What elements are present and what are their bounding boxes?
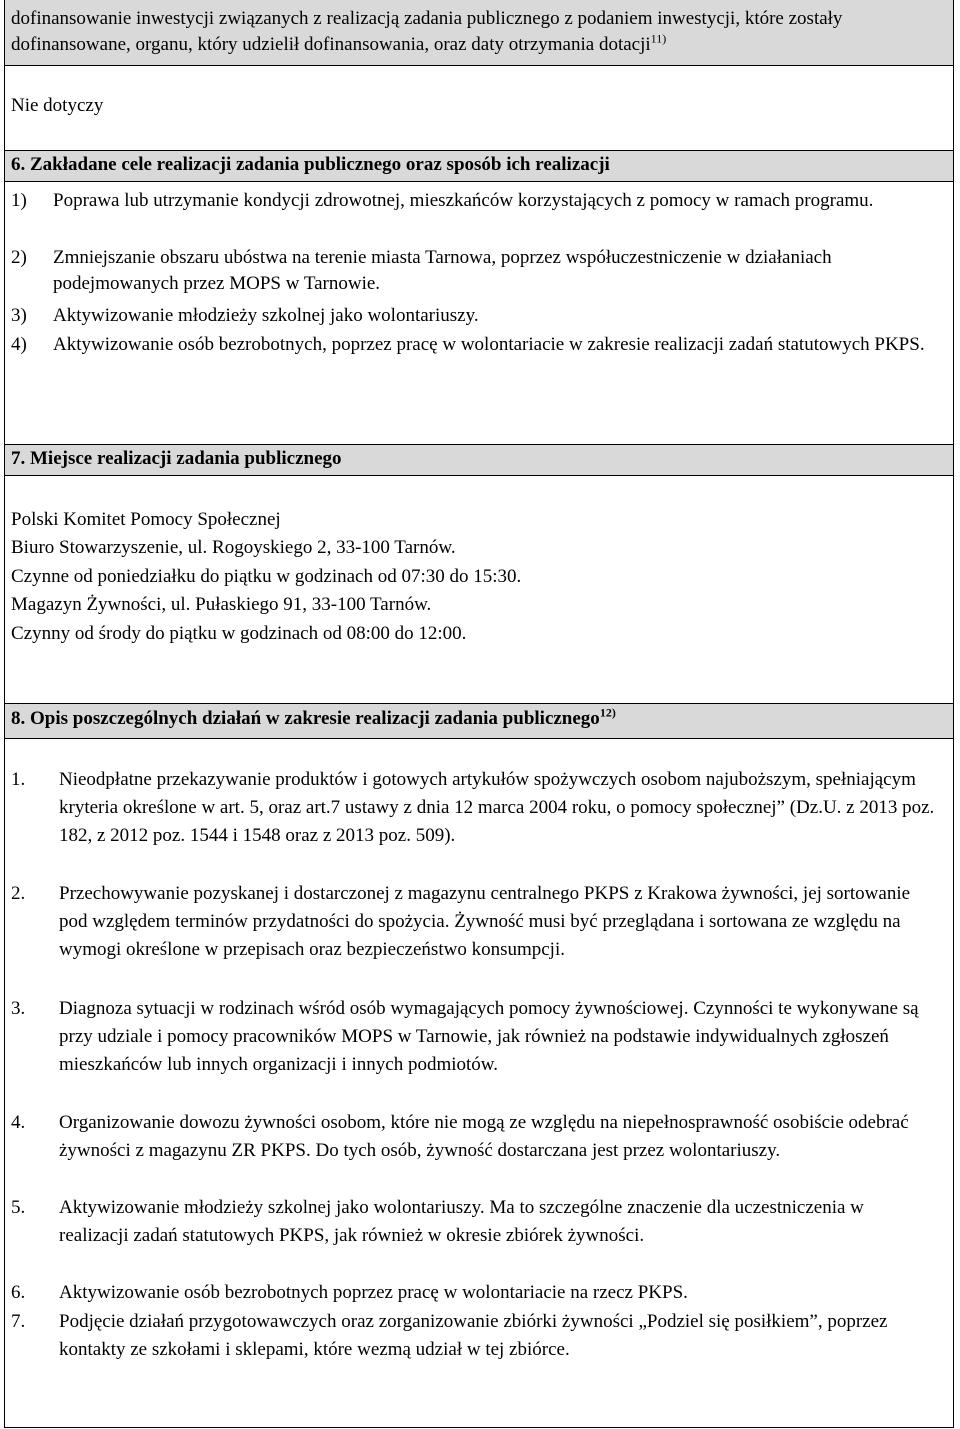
action-item bbox=[11, 1109, 936, 1165]
action-text: Organizowanie dowozu żywności osobom, które nie mogą ze względu na niepełnosprawność osobiście odebrać żywności z magazynu ZR PKPS. Do tych osób, żywność dostarczana jest przez wolontariuszy. bbox=[59, 1112, 909, 1161]
goal-text: Aktywizowanie młodzieży szkolnej jako wolontariuszy. bbox=[53, 305, 479, 326]
action-number: 6. bbox=[11, 1282, 26, 1303]
action-item bbox=[11, 1308, 936, 1364]
goal-number: 3) bbox=[11, 305, 27, 326]
action-number: 4. bbox=[11, 1112, 26, 1133]
goal-item bbox=[11, 332, 941, 358]
goal-text: Aktywizowanie osób bezrobotnych, poprzez pracę w wolontariacie w zakresie realizacji zadań statutowych PKPS. bbox=[53, 334, 925, 355]
action-item bbox=[11, 1279, 936, 1307]
goal-number: 4) bbox=[11, 334, 27, 355]
goal-number: 1) bbox=[11, 190, 27, 211]
action-text: Przechowywanie pozyskanej i dostarczonej z magazynu centralnego PKPS z Krakowa żywności, jej sortowanie pod względem terminów przydatności do spożycia. Żywność musi być przeglądana i sortowana ze względu na wymogi określone w przepisach oraz bezpieczeństwo konsumpcji. bbox=[59, 883, 911, 960]
action-text: Aktywizowanie osób bezrobotnych poprzez pracę w wolontariacie na rzecz PKPS. bbox=[59, 1282, 688, 1303]
action-number: 5. bbox=[11, 1197, 26, 1218]
goal-text: Poprawa lub utrzymanie kondycji zdrowotnej, mieszkańców korzystających z pomocy w ramach programu. bbox=[53, 190, 874, 211]
not-applicable-text: Nie dotyczy bbox=[11, 95, 104, 116]
action-text: Podjęcie działań przygotowawczych oraz zorganizowanie zbiórki żywności „Podziel się posiłkiem”, poprzez kontakty ze szkołami i sklepami, które wezmą udział w tej zbiórce. bbox=[59, 1311, 888, 1360]
section-8-footnote: 12) bbox=[599, 705, 616, 720]
intro-footnote: 11) bbox=[650, 31, 667, 46]
place-line: Magazyn Żywności, ul. Pułaskiego 91, 33-100 Tarnów. bbox=[11, 594, 432, 615]
goal-item bbox=[11, 188, 941, 214]
goal-item bbox=[11, 245, 941, 297]
goal-number: 2) bbox=[11, 247, 27, 268]
action-item bbox=[11, 880, 936, 964]
action-number: 3. bbox=[11, 998, 26, 1019]
goal-item bbox=[11, 303, 941, 329]
action-text: Nieodpłatne przekazywanie produktów i gotowych artykułów spożywczych osobom najuboższym, spełniającym kryteria określone w art. 5, oraz art.7 ustawy z dnia 12 marca 2004 roku, o pomocy społecznej” (Dz.U. z 2013 poz. 182, z 2012 poz. 1544 i 1548 oraz z 2013 poz. 509). bbox=[59, 769, 935, 846]
intro-heading bbox=[5, 0, 953, 66]
section-7-heading: 7. Miejsce realizacji zadania publicznego bbox=[5, 444, 953, 476]
action-text: Diagnoza sytuacji w rodzinach wśród osób wymagających pomocy żywnościowej. Czynności te wykonywane są przy udziale i pomocy pracowników MOPS w Tarnowie, jak również na podstawie indywidualnych zgłoszeń mieszkańców lub innych organizacji i innych podmiotów. bbox=[59, 998, 919, 1075]
action-number: 1. bbox=[11, 769, 26, 790]
intro-text: dofinansowanie inwestycji związanych z realizacją zadania publicznego z podaniem inwestycji, które zostały dofinansowane, organu, który udzielił dofinansowania, oraz daty otrzymania dotacji bbox=[11, 8, 843, 55]
section-6-heading: 6. Zakładane cele realizacji zadania publicznego oraz sposób ich realizacji bbox=[5, 150, 953, 182]
goal-text: Zmniejszanie obszaru ubóstwa na terenie miasta Tarnowa, poprzez współuczestniczenie w działaniach podejmowanych przez MOPS w Tarnowie. bbox=[53, 247, 832, 294]
action-item bbox=[11, 766, 936, 850]
section-8-heading-text: 8. Opis poszczególnych działań w zakresie realizacji zadania publicznego bbox=[11, 708, 600, 729]
action-number: 7. bbox=[11, 1311, 26, 1332]
place-line: Czynny od środy do piątku w godzinach od 08:00 do 12:00. bbox=[11, 623, 467, 644]
place-line: Biuro Stowarzyszenie, ul. Rogoyskiego 2, 33-100 Tarnów. bbox=[11, 537, 456, 558]
form-frame bbox=[4, 0, 954, 1428]
place-line: Polski Komitet Pomocy Społecznej bbox=[11, 509, 281, 530]
action-number: 2. bbox=[11, 883, 26, 904]
action-item bbox=[11, 1194, 936, 1250]
action-text: Aktywizowanie młodzieży szkolnej jako wolontariuszy. Ma to szczególne znaczenie dla uczestniczenia w realizacji zadań statutowych PKPS, jak również w okresie zbiórek żywności. bbox=[59, 1197, 864, 1246]
section-8-heading bbox=[5, 703, 953, 739]
place-line: Czynne od poniedziałku do piątku w godzinach od 07:30 do 15:30. bbox=[11, 566, 522, 587]
action-item bbox=[11, 995, 936, 1079]
